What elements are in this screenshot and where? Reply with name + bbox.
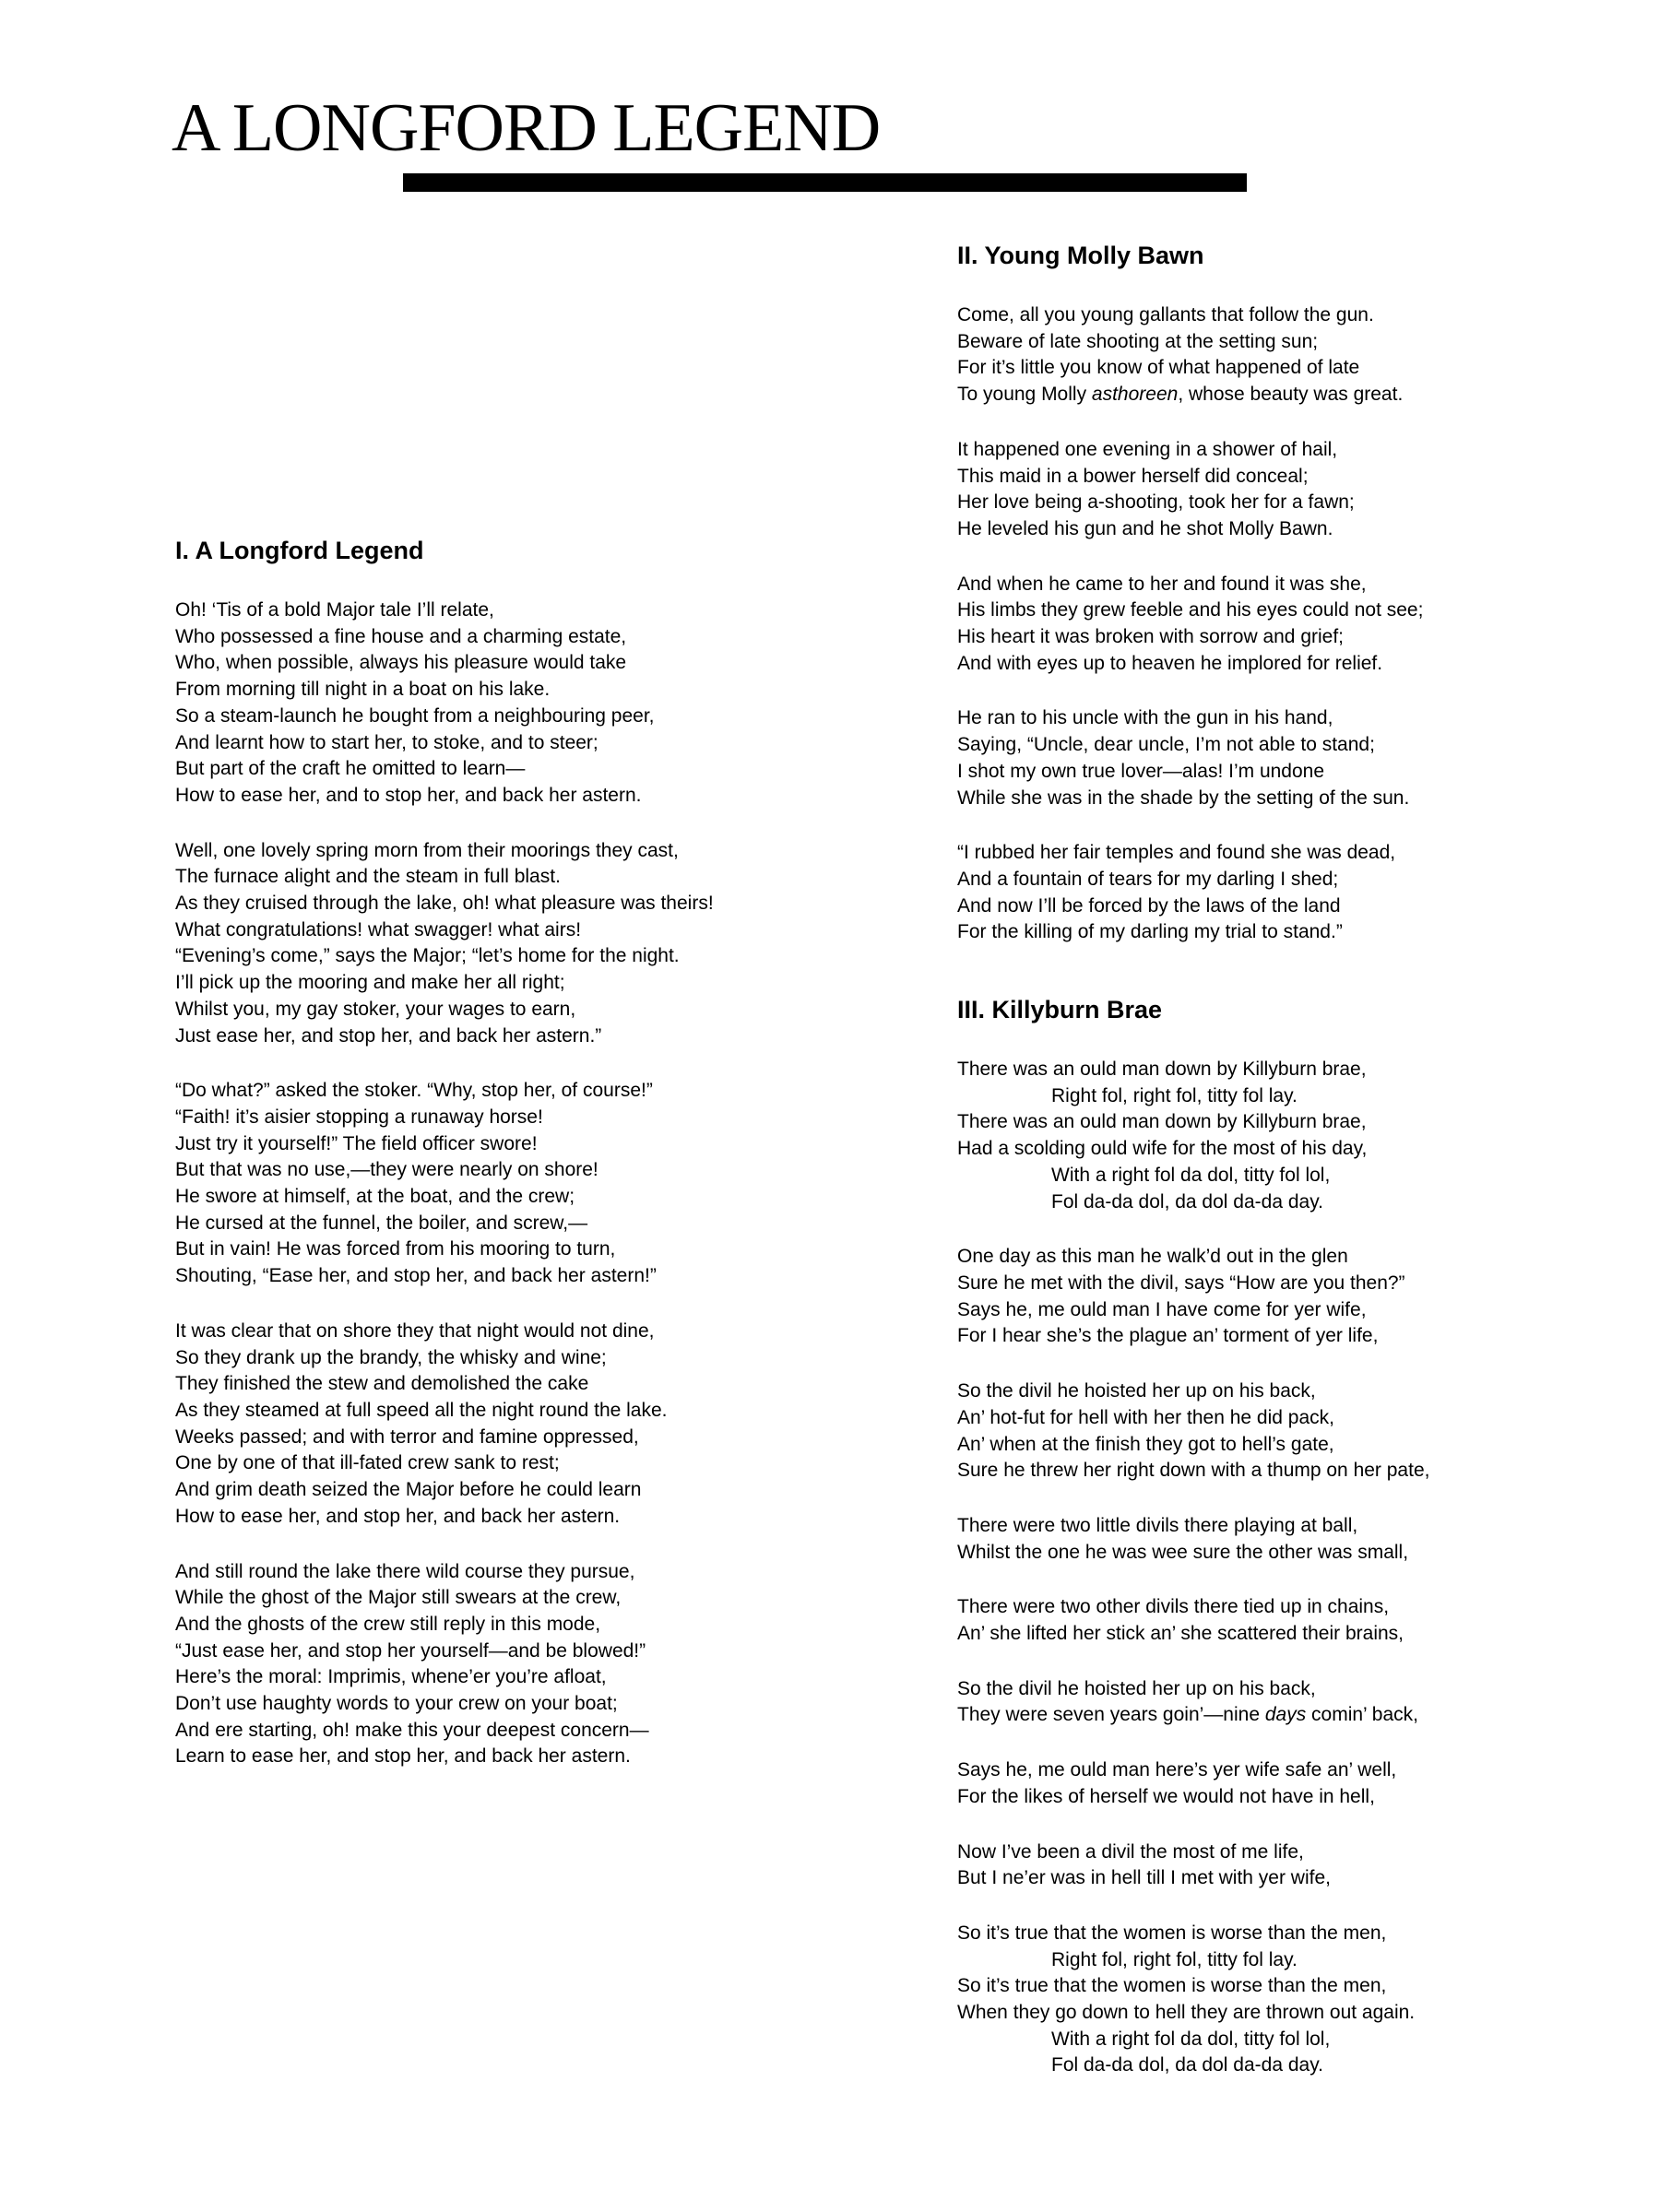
- verse-line: He ran to his uncle with the gun in his hand,: [957, 707, 1333, 729]
- verse-line: “Do what?” asked the stoker. “Why, stop her, of course!”: [175, 1080, 653, 1102]
- verse-line: Oh! ‘Tis of a bold Major tale I’ll relate,: [175, 599, 494, 621]
- verse-line: So the divil he hoisted her up on his back,: [957, 1677, 1316, 1699]
- stanza: [175, 1078, 839, 1290]
- verse-line: Come, all you young gallants that follow the gun.: [957, 304, 1374, 325]
- stanza: [957, 1244, 1621, 1350]
- verse-line: While the ghost of the Major still swears at the crew,: [175, 1587, 622, 1609]
- stanza: [957, 437, 1621, 543]
- verse-line: And ere starting, oh! make this your deepest concern—: [175, 1719, 649, 1741]
- verse-line: With a right fol da dol, titty fol lol,: [1051, 2028, 1331, 2050]
- stanza: [957, 572, 1621, 678]
- title-underline-rule: [403, 173, 1247, 192]
- verse-line: And with eyes up to heaven he implored for relief.: [957, 652, 1383, 674]
- section-heading: II. Young Molly Bawn: [957, 242, 1204, 269]
- verse-line: And a fountain of tears for my darling I shed;: [957, 868, 1339, 890]
- verse-line: For the likes of herself we would not have in hell,: [957, 1785, 1375, 1807]
- verse-line: As they steamed at full speed all the night round the lake.: [175, 1399, 668, 1421]
- stanza: [175, 1319, 839, 1531]
- stanza: [957, 840, 1621, 946]
- verse-line: While she was in the shade by the setting of the sun.: [957, 787, 1410, 809]
- verse-line: There were two other divils there tied up in chains,: [957, 1596, 1390, 1618]
- verse-line: He leveled his gun and he shot Molly Bawn.: [957, 517, 1333, 539]
- verse-line: Now I’ve been a divil the most of me life,: [957, 1840, 1304, 1863]
- verse-line: His heart it was broken with sorrow and grief;: [957, 626, 1345, 648]
- verse-line: He cursed at the funnel, the boiler, and screw,—: [175, 1212, 588, 1234]
- section-heading: I. A Longford Legend: [175, 537, 424, 564]
- italic-word: asthoreen: [1091, 384, 1179, 406]
- verse-line: Don’t use haughty words to your crew on your boat;: [175, 1693, 618, 1715]
- stanza: [175, 1559, 839, 1771]
- verse-line: Here’s the moral: Imprimis, whene’er you’re afloat,: [175, 1666, 607, 1688]
- verse-line: As they cruised through the lake, oh! what pleasure was theirs!: [175, 893, 714, 915]
- verse-line: “Just ease her, and stop her yourself—and be blowed!”: [175, 1639, 646, 1662]
- verse-line: How to ease her, and to stop her, and back her astern.: [175, 784, 642, 806]
- verse-line: There was an ould man down by Killyburn brae,: [957, 1059, 1367, 1081]
- verse-line: One by one of that ill-fated crew sank to rest;: [175, 1452, 560, 1474]
- verse-line: Says he, me ould man I have come for yer wife,: [957, 1298, 1367, 1320]
- verse-line: Fol da-da dol, da dol da-da day.: [1051, 2054, 1323, 2076]
- verse-line: Learn to ease her, and stop her, and back her astern.: [175, 1745, 631, 1768]
- verse-line: But that was no use,—they were nearly on shore!: [175, 1159, 598, 1181]
- verse-line: So a steam-launch he bought from a neighbouring peer,: [175, 704, 655, 727]
- verse-line: Shouting, “Ease her, and stop her, and back her astern!”: [175, 1265, 657, 1287]
- left-column: [175, 535, 839, 1799]
- verse-line: Weeks passed; and with terror and famine oppressed,: [175, 1425, 639, 1448]
- verse-line: For the killing of my darling my trial to stand.”: [957, 921, 1343, 943]
- verse-line: Beware of late shooting at the setting sun;: [957, 330, 1319, 352]
- verse-line: Whilst you, my gay stoker, your wages to earn,: [175, 998, 576, 1020]
- verse-line: Her love being a-shooting, took her for a fawn;: [957, 491, 1355, 514]
- stanza: [957, 1839, 1621, 1892]
- verse-line: From morning till night in a boat on his lake.: [175, 679, 551, 701]
- verse-line: Says he, me ould man here’s yer wife safe an’ well,: [957, 1759, 1397, 1781]
- verse-line: But part of the craft he omitted to learn—: [175, 758, 526, 780]
- verse-line: Well, one lovely spring morn from their moorings they cast,: [175, 839, 679, 861]
- section-heading: III. Killyburn Brae: [957, 996, 1163, 1024]
- stanza: [957, 1513, 1621, 1566]
- verse-line: “Evening’s come,” says the Major; “let’s home for the night.: [175, 945, 680, 967]
- verse-line: And the ghosts of the crew still reply in this mode,: [175, 1613, 601, 1635]
- verse-line: Sure he threw her right down with a thump on her pate,: [957, 1460, 1430, 1482]
- stanza: [175, 597, 839, 810]
- verse-line: With a right fol da dol, titty fol lol,: [1051, 1164, 1331, 1186]
- stanza: [957, 1378, 1621, 1485]
- verse-line: Saying, “Uncle, dear uncle, I’m not able to stand;: [957, 734, 1375, 756]
- verse-line: An’ she lifted her stick an’ she scattered their brains,: [957, 1623, 1404, 1645]
- verse-line: Had a scolding ould wife for the most of his day,: [957, 1138, 1368, 1160]
- verse-line: They finished the stew and demolished the cake: [175, 1373, 589, 1395]
- verse-line: There was an ould man down by Killyburn brae,: [957, 1111, 1367, 1133]
- verse-line: There were two little divils there playing at ball,: [957, 1514, 1358, 1536]
- verse-line: How to ease her, and stop her, and back her astern.: [175, 1505, 621, 1527]
- verse-line: So they drank up the brandy, the whisky and wine;: [175, 1346, 607, 1368]
- stanza: [957, 705, 1621, 811]
- verse-line: I shot my own true lover—alas! I’m undone: [957, 760, 1325, 782]
- verse-line: Whilst the one he was wee sure the other was small,: [957, 1541, 1409, 1563]
- verse-line: But in vain! He was forced from his mooring to turn,: [175, 1238, 616, 1260]
- verse-line: For I hear she’s the plague an’ torment of yer life,: [957, 1325, 1379, 1347]
- verse-line: Who possessed a fine house and a charming estate,: [175, 625, 627, 647]
- stanza: [957, 1057, 1621, 1215]
- verse-line: Right fol, right fol, titty fol lay.: [1051, 1948, 1298, 1970]
- verse-line: One day as this man he walk’d out in the glen: [957, 1246, 1348, 1268]
- section-killyburn-brae: [957, 994, 1621, 2079]
- verse-line: Right fol, right fol, titty fol lay.: [1051, 1084, 1298, 1106]
- verse-line: When they go down to hell they are thrown out again.: [957, 2002, 1416, 2024]
- verse-line: It was clear that on shore they that night would not dine,: [175, 1319, 655, 1342]
- section-young-molly-bawn: [957, 240, 1621, 946]
- verse-line: For it’s little you know of what happened of late: [957, 357, 1360, 379]
- verse-line: And still round the lake there wild course they pursue,: [175, 1560, 635, 1582]
- verse-line: “I rubbed her fair temples and found she was dead,: [957, 842, 1396, 864]
- verse-line: So the divil he hoisted her up on his back,: [957, 1380, 1316, 1402]
- verse-line: An’ hot-fut for hell with her then he did pack,: [957, 1406, 1334, 1428]
- stanza: [957, 1594, 1621, 1647]
- verse-line: To young Molly asthoreen, whose beauty was great.: [957, 384, 1404, 406]
- section-longford-legend: [175, 535, 839, 1770]
- verse-line: Just ease her, and stop her, and back her astern.”: [175, 1024, 602, 1047]
- verse-line: Fol da-da dol, da dol da-da day.: [1051, 1190, 1323, 1212]
- verse-line: They were seven years goin’—nine days comin’ back,: [957, 1704, 1418, 1726]
- verse-line: What congratulations! what swagger! what airs!: [175, 918, 582, 940]
- stanza: [957, 1921, 1621, 2079]
- verse-line: So it’s true that the women is worse than the men,: [957, 1975, 1387, 1997]
- verse-line: And when he came to her and found it was she,: [957, 573, 1367, 595]
- page-title: A LONGFORD LEGEND: [172, 90, 881, 166]
- verse-line: An’ when at the finish they got to hell’s gate,: [957, 1433, 1334, 1455]
- verse-line: And learnt how to start her, to stoke, and to steer;: [175, 731, 598, 753]
- stanza: [957, 302, 1621, 408]
- stanza: [957, 1676, 1621, 1729]
- verse-line: So it’s true that the women is worse than the men,: [957, 1922, 1387, 1944]
- verse-line: Who, when possible, always his pleasure would take: [175, 652, 627, 674]
- verse-line: But I ne’er was in hell till I met with yer wife,: [957, 1867, 1331, 1889]
- right-column: [957, 240, 1621, 2108]
- stanza: [175, 838, 839, 1050]
- verse-line: His limbs they grew feeble and his eyes could not see;: [957, 599, 1424, 621]
- verse-line: Just try it yourself!” The field officer swore!: [175, 1132, 538, 1154]
- verse-line: This maid in a bower herself did conceal;: [957, 465, 1309, 487]
- verse-line: I’ll pick up the mooring and make her all right;: [175, 972, 565, 994]
- verse-line: Sure he met with the divil, says “How are you then?”: [957, 1272, 1405, 1294]
- verse-line: He swore at himself, at the boat, and the crew;: [175, 1186, 575, 1208]
- italic-word: days: [1264, 1704, 1307, 1726]
- verse-line: “Faith! it’s aisier stopping a runaway horse!: [175, 1106, 543, 1128]
- stanza: [957, 1757, 1621, 1810]
- verse-line: The furnace alight and the steam in full blast.: [175, 866, 561, 888]
- verse-line: It happened one evening in a shower of hail,: [957, 438, 1338, 460]
- verse-line: And grim death seized the Major before he could learn: [175, 1479, 642, 1501]
- verse-line: And now I’ll be forced by the laws of the land: [957, 894, 1341, 917]
